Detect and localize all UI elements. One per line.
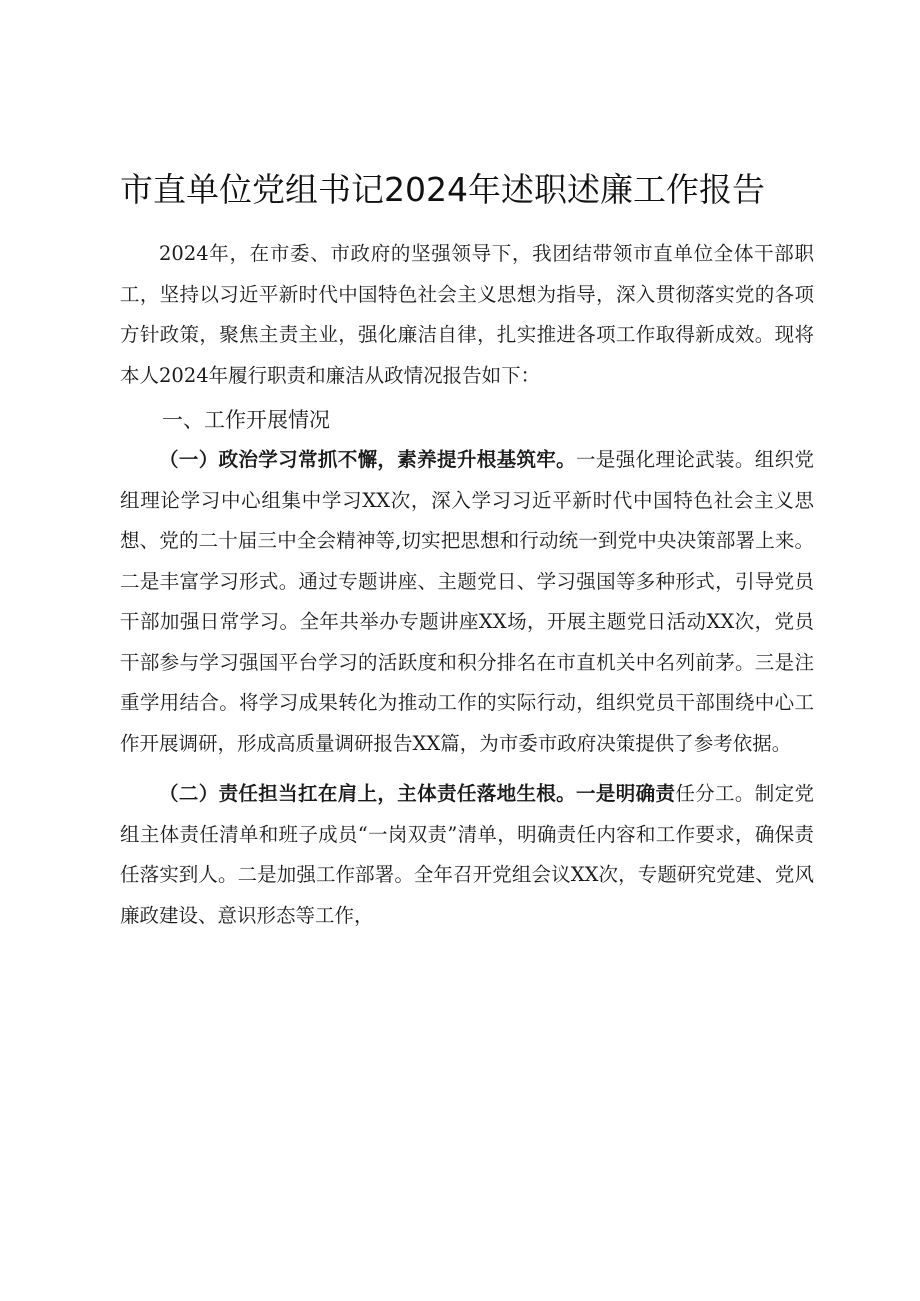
item-2-text: 任分工。制定党组主体责任清单和班子成员“一岗双责”清单，明确责任内容和工作要求，确保责任落实到人。二是加强工作部署。全年召开党组会议XX次，专题研究党建、党风廉政建设、意识形态等工作， bbox=[120, 782, 814, 927]
item-2-subtitle: （二）责任担当扛在肩上，主体责任落地生根。 bbox=[159, 782, 577, 805]
section-item-1 bbox=[120, 440, 814, 764]
item-2-lead: 一是明确责 bbox=[576, 782, 676, 805]
document-body bbox=[120, 234, 814, 936]
intro-paragraph: 2024年，在市委、市政府的坚强领导下，我团结带领市直单位全体干部职工，坚持以习近平新时代中国特色社会主义思想为指导，深入贯彻落实党的各项方针政策，聚焦主责主业，强化廉洁自律，扎实推进各项工作取得新成效。现将本人2024年履行职责和廉洁从政情况报告如下： bbox=[120, 242, 814, 387]
item-1-lead: 一是 bbox=[576, 448, 616, 471]
section-heading: 一、工作开展情况 bbox=[162, 408, 330, 432]
item-1-subtitle: （一）政治学习常抓不懈，素养提升根基筑牢。 bbox=[159, 448, 577, 471]
section-item-2 bbox=[120, 774, 814, 936]
document-title: 市直单位党组书记2024年述职述廉工作报告 bbox=[120, 170, 765, 209]
item-1-text: 强化理论武装。组织党组理论学习中心组集中学习XX次，深入学习习近平新时代中国特色社会主义思想、党的二十届三中全会精神等,切实把思想和行动统一到党中央决策部署上来。二是丰富学习形式。通过专题讲座、主题党日、学习强国等多种形式，引导党员干部加强日常学习。全年共举办专题讲座XX场，开展主题党日活动XX次，党员干部参与学习强国平台学习的活跃度和积分排名在市直机关中名列前茅。三是注重学用结合。将学习成果转化为推动工作的实际行动，组织党员干部围绕中心工作开展调研，形成高质量调研报告XX篇，为市委市政府决策提供了参考依据。 bbox=[120, 448, 814, 755]
